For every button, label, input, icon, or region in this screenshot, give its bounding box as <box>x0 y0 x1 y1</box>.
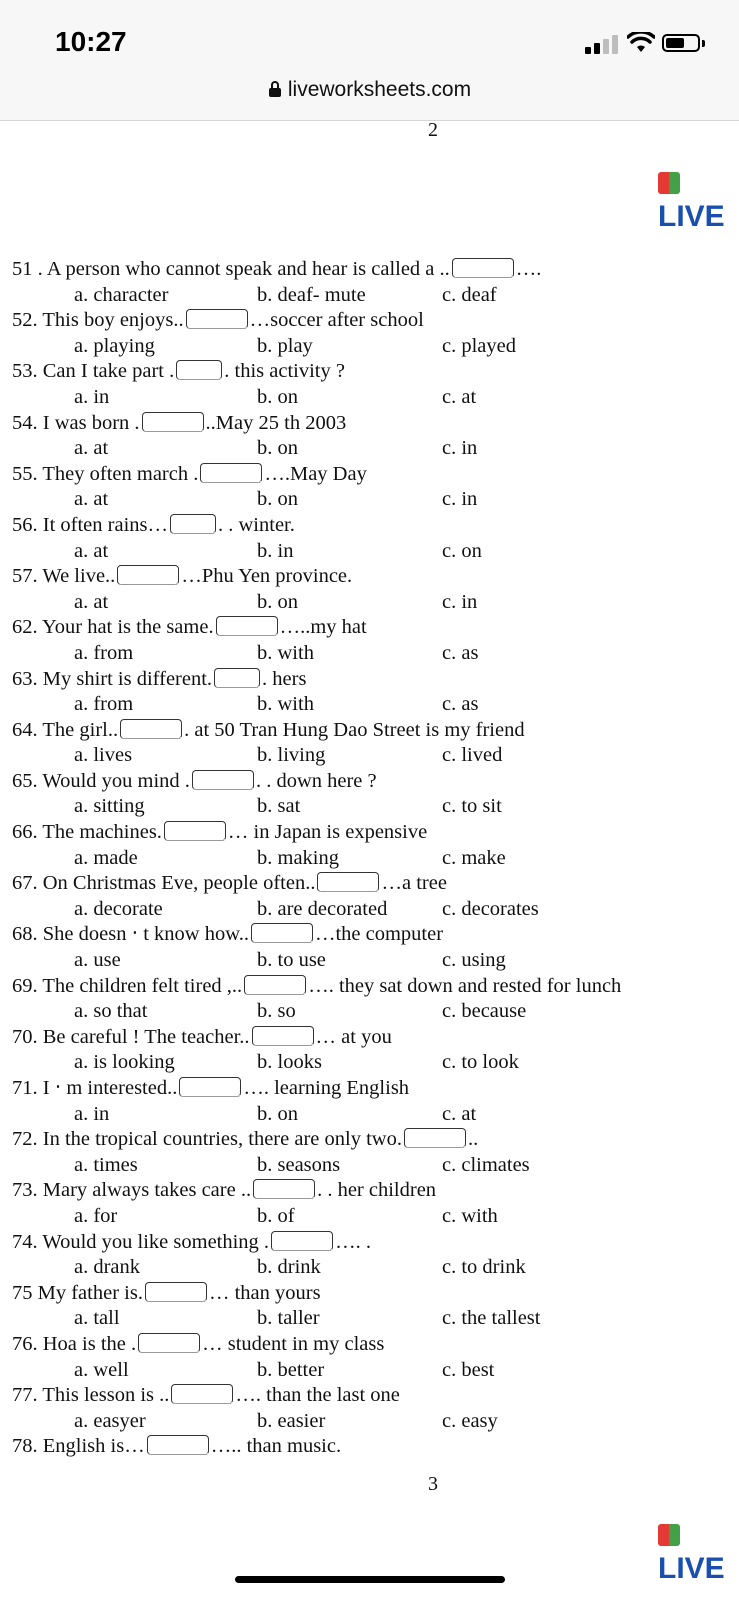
question-stem: 64. The girl.. <box>12 718 119 741</box>
options-row <box>12 436 732 462</box>
question-tail: … than yours <box>208 1281 321 1304</box>
option-c: c. climates <box>442 1153 530 1176</box>
option-a: a. decorate <box>74 897 163 920</box>
options-row <box>12 1050 732 1076</box>
worksheet-questions <box>12 257 732 1460</box>
answer-blank-input[interactable] <box>192 770 254 790</box>
question-tail: … student in my class <box>202 1332 385 1355</box>
option-b: b. are decorated <box>257 897 388 920</box>
question-tail: . . down here ? <box>255 769 377 792</box>
question-stem: 77. This lesson is .. <box>12 1384 170 1407</box>
option-a: a. from <box>74 641 134 664</box>
option-c: c. in <box>442 590 478 613</box>
option-c: c. lived <box>442 744 503 767</box>
option-b: b. better <box>257 1358 325 1381</box>
question-tail: …. they sat down and rested for lunch <box>308 974 622 997</box>
option-a: a. at <box>74 437 109 460</box>
option-a: a. at <box>74 539 109 562</box>
question-row <box>12 769 732 795</box>
options-row <box>12 1255 732 1281</box>
question-row <box>12 1025 732 1051</box>
option-c: c. because <box>442 1000 527 1023</box>
options-row <box>12 743 732 769</box>
option-c: c. deaf <box>442 283 497 306</box>
question-row <box>12 411 732 437</box>
option-a: a. so that <box>74 1000 148 1023</box>
question-stem: 63. My shirt is different. <box>12 667 213 690</box>
status-time: 10:27 <box>55 26 127 57</box>
option-b: b. in <box>257 539 294 562</box>
question-tail: … in Japan is expensive <box>227 821 428 844</box>
page-number-bottom: 3 <box>428 1473 438 1495</box>
answer-blank-input[interactable] <box>244 975 306 995</box>
question-row <box>12 667 732 693</box>
option-b: b. sat <box>257 795 301 818</box>
option-c: c. at <box>442 1102 477 1125</box>
question-row <box>12 513 732 539</box>
question-tail: …Phu Yen province. <box>181 565 353 588</box>
option-c: c. easy <box>442 1409 498 1432</box>
option-b: b. living <box>257 744 326 767</box>
option-c: c. using <box>442 949 506 972</box>
question-row <box>12 1178 732 1204</box>
option-a: a. well <box>74 1358 129 1381</box>
option-b: b. to use <box>257 949 326 972</box>
options-row <box>12 1102 732 1128</box>
question-stem: 71. I ‧ m interested.. <box>12 1077 178 1099</box>
question-tail: …..my hat <box>279 616 367 639</box>
question-stem: 75 My father is. <box>12 1281 143 1304</box>
question-stem: 76. Hoa is the . <box>12 1332 137 1355</box>
status-bar <box>0 0 739 121</box>
options-row <box>12 590 732 616</box>
answer-blank-input[interactable] <box>170 514 216 534</box>
options-row <box>12 794 732 820</box>
options-row <box>12 897 732 923</box>
option-b: b. with <box>257 641 314 664</box>
question-row <box>12 1076 732 1102</box>
option-a: a. at <box>74 488 109 511</box>
option-b: b. looks <box>257 1051 322 1074</box>
answer-blank-input[interactable] <box>253 1179 315 1199</box>
answer-blank-input[interactable] <box>164 821 226 841</box>
answer-blank-input[interactable] <box>252 1026 314 1046</box>
question-tail: …the computer <box>314 923 444 946</box>
options-row <box>12 1204 732 1230</box>
wifi-icon <box>627 32 655 54</box>
option-a: a. easyer <box>74 1409 146 1432</box>
options-row <box>12 999 732 1025</box>
option-c: c. the tallest <box>442 1307 541 1330</box>
question-tail: ….May Day <box>264 462 367 485</box>
question-tail: …. <box>515 258 542 280</box>
option-c: c. as <box>442 693 479 716</box>
option-c: c. to look <box>442 1051 519 1074</box>
question-row <box>12 308 732 334</box>
answer-blank-input[interactable] <box>117 565 179 585</box>
option-b: b. deaf- mute <box>257 283 366 306</box>
question-row <box>12 1281 732 1307</box>
question-row <box>12 1230 732 1256</box>
option-b: b. making <box>257 846 339 869</box>
options-row <box>12 641 732 667</box>
option-b: b. so <box>257 1000 296 1023</box>
answer-blank-input[interactable] <box>120 719 182 739</box>
address-bar[interactable] <box>0 78 739 102</box>
option-b: b. with <box>257 693 314 716</box>
question-tail: …. learning English <box>243 1077 410 1099</box>
answer-blank-input[interactable] <box>452 258 514 278</box>
option-c: c. with <box>442 1204 498 1227</box>
options-row <box>12 539 732 565</box>
question-row <box>12 1332 732 1358</box>
option-b: b. seasons <box>257 1153 341 1176</box>
question-stem: 66. The machines. <box>12 821 162 844</box>
question-stem: 69. The children felt tired ,.. <box>12 974 243 997</box>
option-b: b. on <box>257 590 298 613</box>
options-row <box>12 1306 732 1332</box>
question-stem: 55. They often march . <box>12 462 199 485</box>
question-row <box>12 974 732 1000</box>
option-a: a. at <box>74 590 109 613</box>
option-a: a. use <box>74 949 121 972</box>
question-stem: 72. In the tropical countries, there are only two. <box>12 1128 402 1151</box>
option-c: c. in <box>442 437 478 460</box>
option-a: a. tall <box>74 1307 120 1330</box>
option-c: c. to drink <box>442 1256 526 1279</box>
option-a: a. in <box>74 385 110 408</box>
options-row <box>12 283 732 309</box>
option-a: a. is looking <box>74 1051 175 1074</box>
question-stem: 70. Be careful ! The teacher.. <box>12 1025 250 1048</box>
question-tail: …a tree <box>381 872 447 895</box>
option-b: b. on <box>257 488 298 511</box>
option-a: a. in <box>74 1102 110 1125</box>
answer-blank-input[interactable] <box>214 668 260 688</box>
option-a: a. drank <box>74 1256 141 1279</box>
option-b: b. taller <box>257 1307 320 1330</box>
option-c: c. to sit <box>442 795 502 818</box>
option-a: a. playing <box>74 334 155 357</box>
question-row <box>12 615 732 641</box>
question-stem: 53. Can I take part . <box>12 360 175 383</box>
options-row <box>12 385 732 411</box>
question-stem: 62. Your hat is the same. <box>12 616 214 639</box>
question-row <box>12 820 732 846</box>
question-row <box>12 359 732 385</box>
option-a: a. character <box>74 283 169 306</box>
option-b: b. on <box>257 1102 298 1125</box>
option-c: c. played <box>442 334 516 357</box>
question-tail: . . her children <box>317 1179 437 1202</box>
question-row <box>12 1434 732 1460</box>
option-b: b. drink <box>257 1256 321 1279</box>
question-stem: 54. I was born . <box>12 411 140 434</box>
question-stem: 65. Would you mind . <box>12 769 190 792</box>
question-stem: 51 . A person who cannot speak and hear is called a .. <box>12 258 450 280</box>
option-a: a. sitting <box>74 795 145 818</box>
question-stem: 52. This boy enjoys.. <box>12 309 184 332</box>
question-row <box>12 922 732 948</box>
options-row <box>12 334 732 360</box>
option-c: c. decorates <box>442 897 539 920</box>
option-c: c. as <box>442 641 479 664</box>
answer-blank-input[interactable] <box>186 309 248 329</box>
option-c: c. at <box>442 385 477 408</box>
option-b: b. easier <box>257 1409 326 1432</box>
answer-blank-input[interactable] <box>251 923 313 943</box>
options-row <box>12 948 732 974</box>
answer-blank-input[interactable] <box>179 1077 241 1097</box>
question-tail: …. . <box>335 1230 371 1253</box>
home-indicator[interactable] <box>235 1576 505 1583</box>
question-row <box>12 1383 732 1409</box>
question-tail: …. than the last one <box>235 1384 400 1407</box>
liveworksheets-logo-bottom: LIVE <box>658 1518 739 1586</box>
battery-icon <box>662 34 700 52</box>
liveworksheets-logo: LIVE <box>658 166 739 234</box>
question-tail: … at you <box>315 1025 392 1048</box>
question-stem: 73. Mary always takes care .. <box>12 1179 252 1202</box>
option-b: b. on <box>257 437 298 460</box>
option-c: c. in <box>442 488 478 511</box>
question-row <box>12 462 732 488</box>
question-tail: ….. than music. <box>210 1435 342 1458</box>
options-row <box>12 1409 732 1435</box>
question-stem: 67. On Christmas Eve, people often.. <box>12 872 316 895</box>
url-text: liveworksheets.com <box>287 78 472 101</box>
option-c: c. make <box>442 846 506 869</box>
option-a: a. from <box>74 693 134 716</box>
answer-blank-input[interactable] <box>142 412 204 432</box>
answer-blank-input[interactable] <box>317 872 379 892</box>
answer-blank-input[interactable] <box>200 463 262 483</box>
answer-blank-input[interactable] <box>171 1384 233 1404</box>
option-c: c. on <box>442 539 482 562</box>
question-stem: 74. Would you like something . <box>12 1230 270 1253</box>
options-row <box>12 1358 732 1384</box>
answer-blank-input[interactable] <box>216 616 278 636</box>
lock-icon <box>268 80 282 98</box>
option-b: b. play <box>257 334 313 357</box>
options-row <box>12 846 732 872</box>
option-a: a. made <box>74 846 138 869</box>
question-tail: . at 50 Tran Hung Dao Street is my friend <box>184 718 525 741</box>
question-tail: ..May 25 th 2003 <box>205 411 347 434</box>
option-a: a. lives <box>74 744 133 767</box>
question-tail: . this activity ? <box>224 360 345 383</box>
question-stem: 57. We live.. <box>12 565 116 588</box>
option-b: b. of <box>257 1204 295 1227</box>
question-tail: .. <box>467 1128 479 1151</box>
answer-blank-input[interactable] <box>176 360 222 380</box>
answer-blank-input[interactable] <box>145 1282 207 1302</box>
question-tail: . . winter. <box>218 513 295 536</box>
option-c: c. best <box>442 1358 495 1381</box>
answer-blank-input[interactable] <box>271 1231 333 1251</box>
question-row <box>12 1127 732 1153</box>
page-number-top: 2 <box>428 119 438 141</box>
question-row <box>12 564 732 590</box>
question-row <box>12 718 732 744</box>
question-row <box>12 871 732 897</box>
option-b: b. on <box>257 385 298 408</box>
answer-blank-input[interactable] <box>147 1435 209 1455</box>
question-row <box>12 257 732 283</box>
question-stem: 78. English is… <box>12 1435 145 1458</box>
cellular-signal-icon <box>585 34 621 54</box>
question-stem: 56. It often rains… <box>12 513 168 536</box>
answer-blank-input[interactable] <box>138 1333 200 1353</box>
options-row <box>12 487 732 513</box>
option-a: a. for <box>74 1204 118 1227</box>
option-a: a. times <box>74 1153 138 1176</box>
answer-blank-input[interactable] <box>404 1128 466 1148</box>
question-stem: 68. She doesn ‧ t know how.. <box>12 923 249 946</box>
options-row <box>12 1153 732 1179</box>
question-tail: …soccer after school <box>249 309 424 332</box>
question-tail: . hers <box>262 667 307 690</box>
options-row <box>12 692 732 718</box>
